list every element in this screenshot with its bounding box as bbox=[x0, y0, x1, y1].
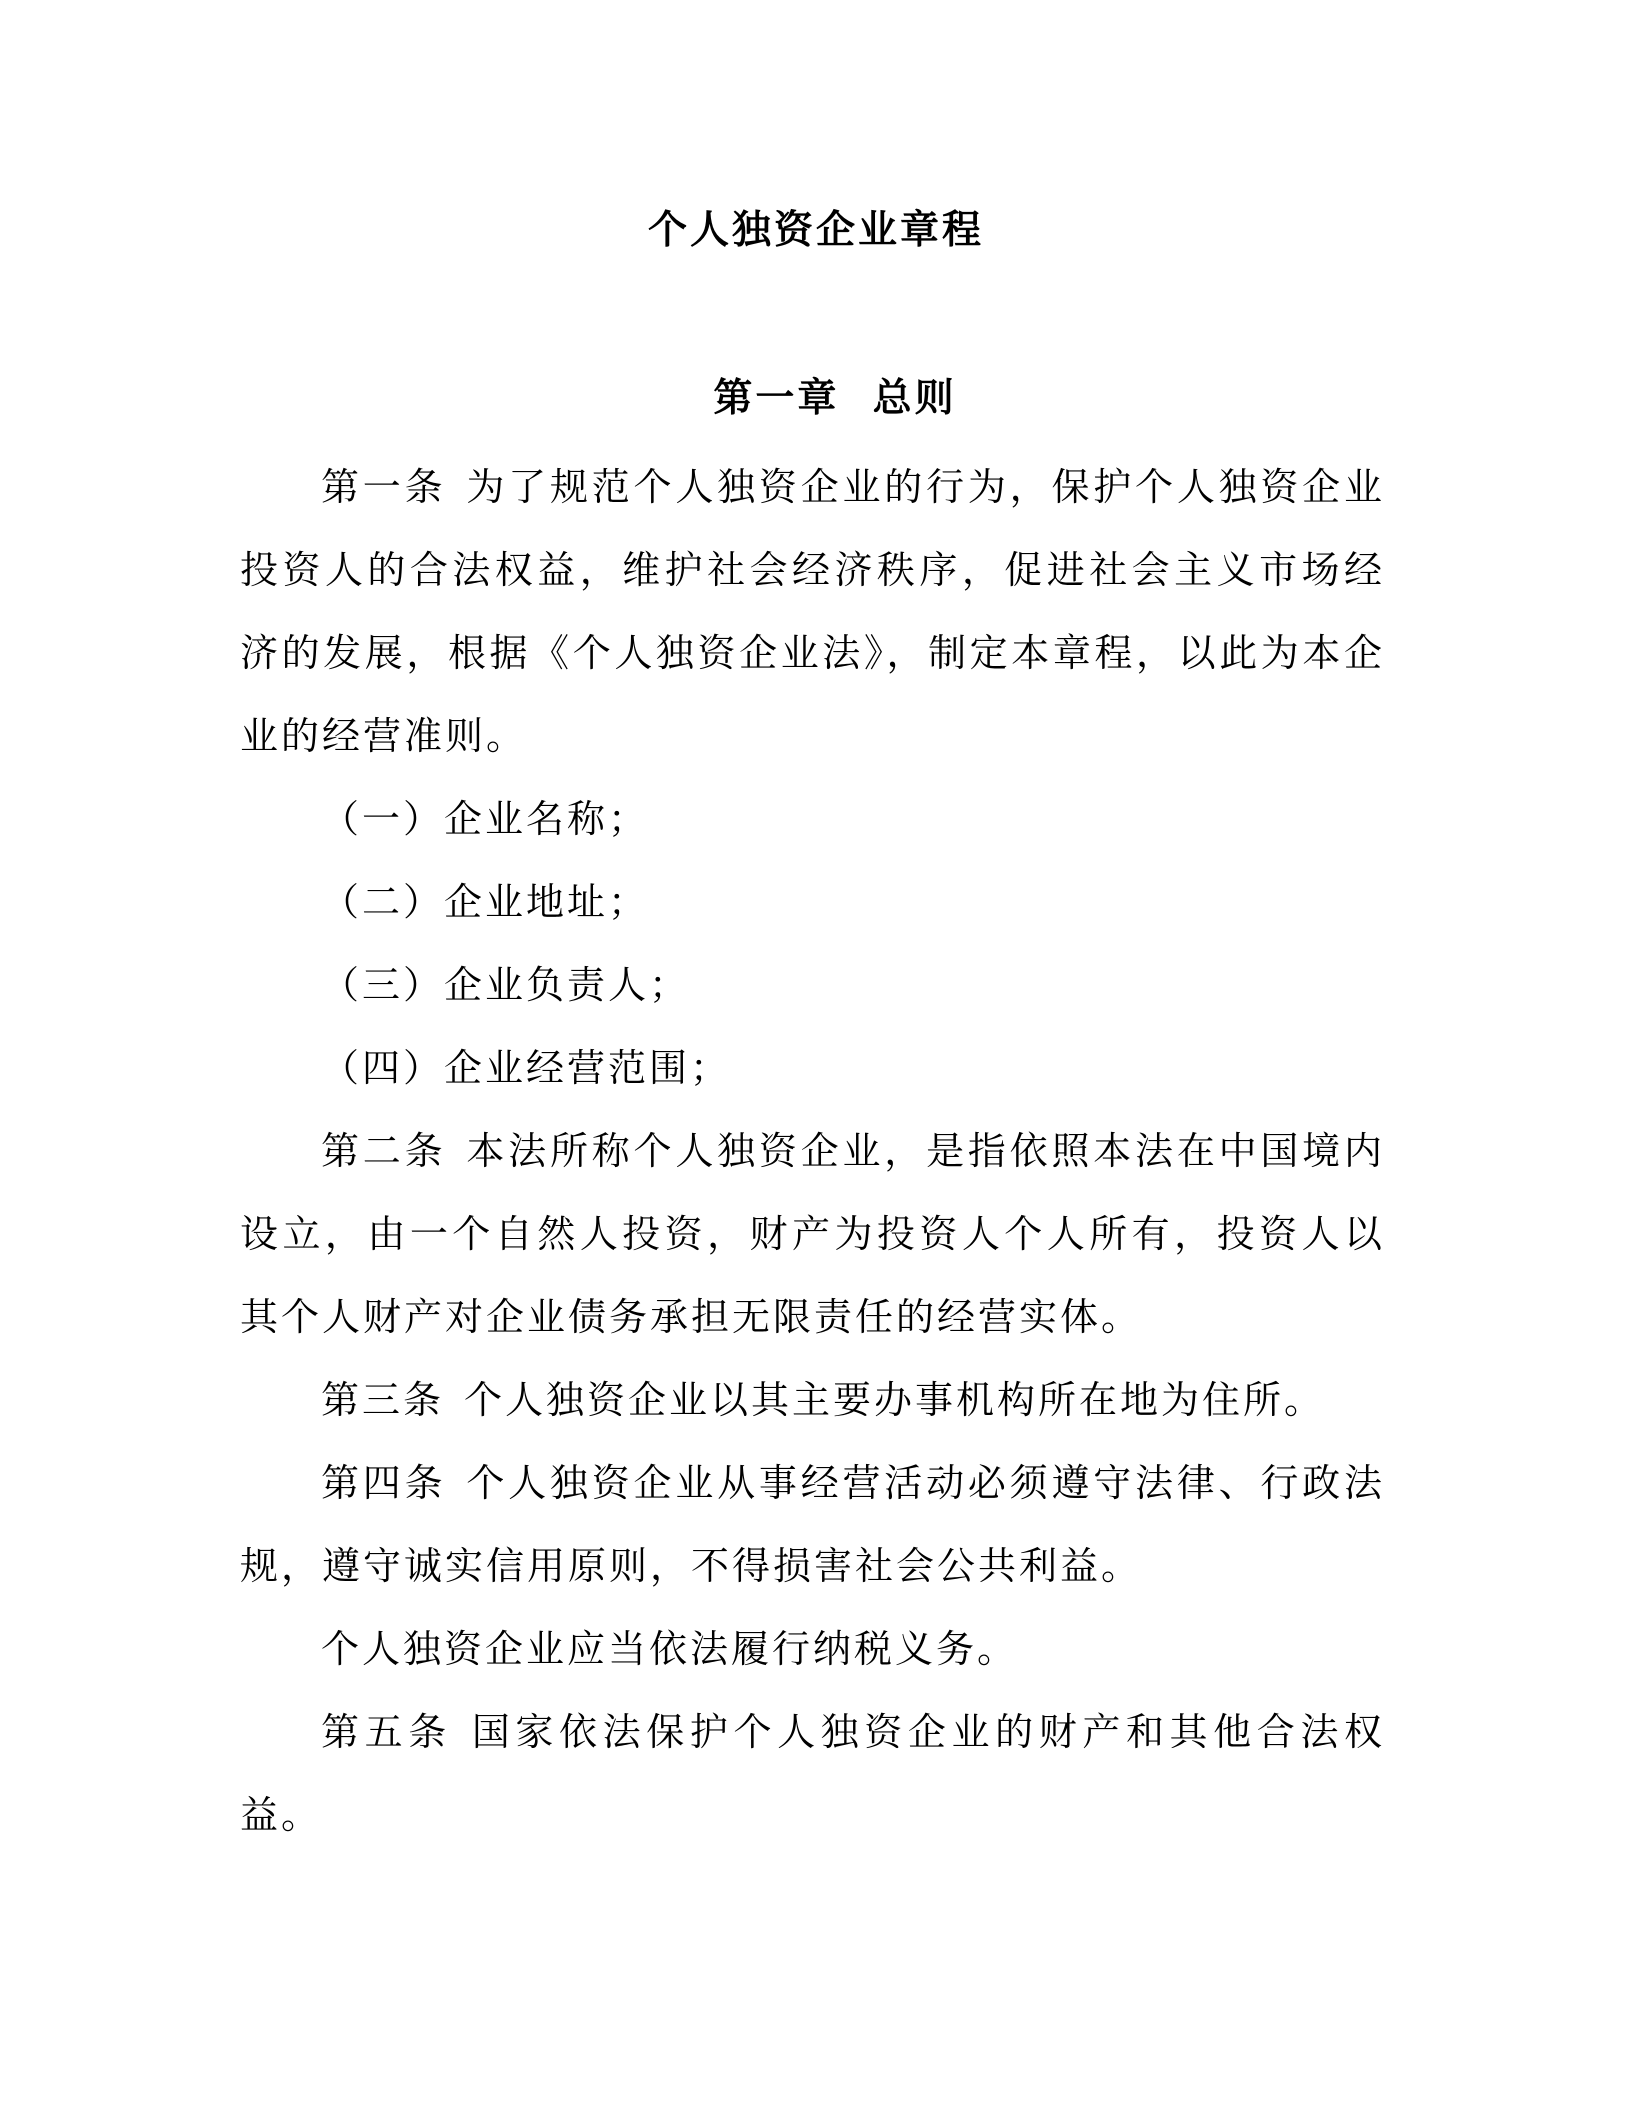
article-1-item-4: （四）企业经营范围； bbox=[321, 1046, 732, 1090]
article-2-text: 本法所称个人独资企业，是指依照本法在中国境内设立，由一个自然人投资，财产为投资人个人所有，投资人以其个人财产对企业债务承担无限责任的经营实体。 bbox=[240, 1129, 1385, 1339]
article-3-text: 个人独资企业以其主要办事机构所在地为住所。 bbox=[464, 1378, 1326, 1422]
article-4-text: 个人独资企业从事经营活动必须遵守法律、行政法规，遵守诚实信用原则，不得损害社会公共利益。 bbox=[240, 1461, 1385, 1588]
article-1-items bbox=[240, 778, 1385, 1110]
article-3-label: 第三条 bbox=[321, 1378, 445, 1422]
document-body bbox=[240, 446, 1385, 1857]
chapter-title: 第一章 总则 bbox=[713, 375, 957, 421]
article-3 bbox=[240, 1359, 1385, 1442]
document-title: 个人独资企业章程 bbox=[647, 207, 984, 253]
article-1-label: 第一条 bbox=[321, 465, 447, 509]
article-4 bbox=[240, 1442, 1385, 1608]
article-1-item-1: （一）企业名称； bbox=[321, 797, 650, 841]
article-5 bbox=[240, 1691, 1385, 1857]
article-1-item-2: （二）企业地址； bbox=[321, 880, 650, 924]
article-5-label: 第五条 bbox=[321, 1710, 452, 1754]
article-2 bbox=[240, 1110, 1385, 1359]
article-4-paragraph-2 bbox=[240, 1608, 1385, 1691]
article-5-text: 国家依法保护个人独资企业的财产和其他合法权益。 bbox=[240, 1710, 1385, 1837]
article-2-label: 第二条 bbox=[321, 1129, 447, 1173]
article-1-item-3: （三）企业负责人； bbox=[321, 963, 691, 1007]
article-4-label: 第四条 bbox=[321, 1461, 447, 1505]
article-1-text: 为了规范个人独资企业的行为，保护个人独资企业投资人的合法权益，维护社会经济秩序，促进社会主义市场经济的发展，根据《个人独资企业法》，制定本章程，以此为本企业的经营准则。 bbox=[240, 465, 1385, 758]
article-1 bbox=[240, 446, 1385, 778]
article-4-paragraph-2-text: 个人独资企业应当依法履行纳税义务。 bbox=[321, 1627, 1019, 1671]
